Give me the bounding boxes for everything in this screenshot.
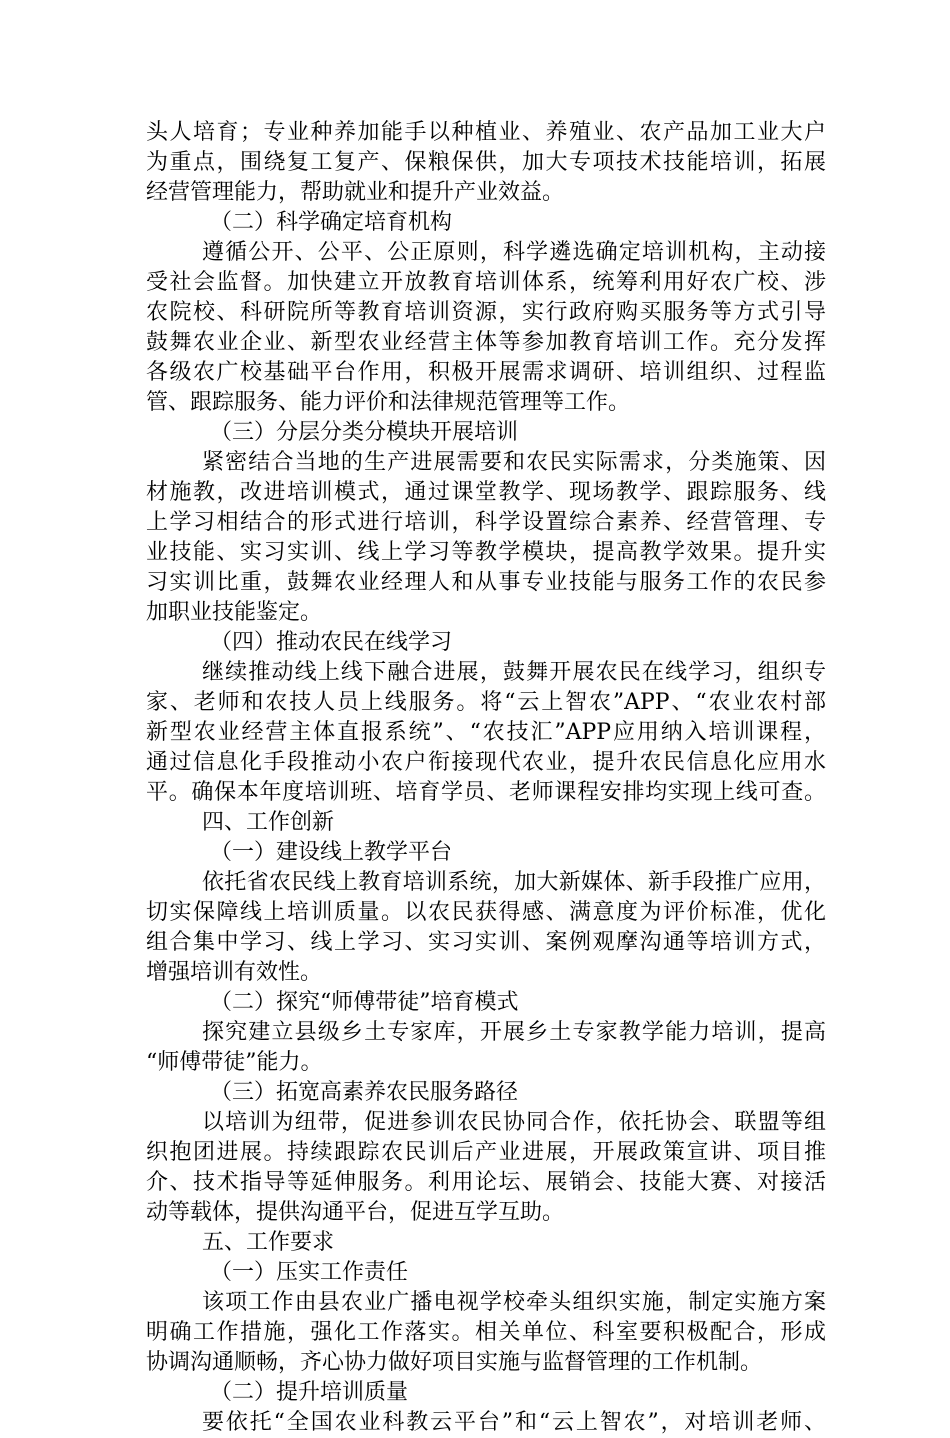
text-line: 受社会监督。加快建立开放教育培训体系，统筹利用好农广校、涉: [146, 270, 826, 295]
text-line: 织抱团进展。持续跟踪农民训后产业进展，开展政策宣讲、项目推: [146, 1140, 826, 1165]
text-line: 要依托“全国农业科教云平台”和“云上智农”，对培训老师、: [202, 1410, 826, 1435]
text-line: 业技能、实习实训、线上学习等教学模块，提高教学效果。提升实: [146, 540, 826, 565]
text-line: （一）建设线上教学平台: [210, 840, 453, 865]
text-line: （二）科学确定培育机构: [210, 210, 453, 235]
text-line: 经营管理能力，帮助就业和提升产业效益。: [146, 180, 565, 205]
text-line: （三）分层分类分模块开展培训: [210, 420, 519, 445]
text-line: 介、技术指导等延伸服务。利用论坛、展销会、技能大赛、对接活: [146, 1170, 826, 1195]
text-line: 家、老师和农技人员上线服务。将“云上智农”APP、“农业农村部: [146, 690, 826, 715]
document-page: [146, 118, 826, 1438]
text-line: （二）提升培训质量: [210, 1380, 409, 1405]
text-line: 新型农业经营主体直报系统”、“农技汇”APP应用纳入培训课程，: [146, 720, 826, 745]
text-line: 组合集中学习、线上学习、实习实训、案例观摩沟通等培训方式，: [146, 930, 826, 955]
text-line: 切实保障线上培训质量。以农民获得感、满意度为评价标准，优化: [146, 900, 826, 925]
text-line: 紧密结合当地的生产进展需要和农民实际需求，分类施策、因: [202, 450, 826, 475]
text-line: 鼓舞农业企业、新型农业经营主体等参加教育培训工作。充分发挥: [146, 330, 826, 355]
text-line: （一）压实工作责任: [210, 1260, 409, 1285]
text-line: 该项工作由县农业广播电视学校牵头组织实施，制定实施方案: [202, 1290, 826, 1315]
text-line: 平。确保本年度培训班、培育学员、老师课程安排均实现上线可查。: [146, 780, 826, 805]
text-line: 五、工作要求: [202, 1230, 335, 1255]
text-line: 动等载体，提供沟通平台，促进互学互助。: [146, 1200, 565, 1225]
text-line: （四）推动农民在线学习: [210, 630, 453, 655]
text-line: 四、工作创新: [202, 810, 335, 835]
text-line: 增强培训有效性。: [146, 960, 323, 985]
text-line: 继续推动线上线下融合进展，鼓舞开展农民在线学习，组织专: [202, 660, 826, 685]
text-line: 头人培育；专业种养加能手以种植业、养殖业、农产品加工业大户: [146, 120, 826, 145]
text-line: 加职业技能鉴定。: [146, 600, 323, 625]
text-line: 通过信息化手段推动小农户衔接现代农业，提升农民信息化应用水: [146, 750, 826, 775]
text-line: 遵循公开、公平、公正原则，科学遴选确定培训机构，主动接: [202, 240, 826, 265]
text-line: “师傅带徒”能力。: [146, 1050, 323, 1075]
text-line: 依托省农民线上教育培训系统，加大新媒体、新手段推广应用，: [202, 870, 826, 895]
text-line: （三）拓宽高素养农民服务路径: [210, 1080, 519, 1105]
text-line: 探究建立县级乡土专家库，开展乡土专家教学能力培训，提高: [202, 1020, 826, 1045]
text-line: 明确工作措施，强化工作落实。相关单位、科室要积极配合，形成: [146, 1320, 826, 1345]
text-line: 习实训比重，鼓舞农业经理人和从事专业技能与服务工作的农民参: [146, 570, 826, 595]
text-line: 协调沟通顺畅，齐心协力做好项目实施与监督管理的工作机制。: [146, 1350, 763, 1375]
text-line: 管、跟踪服务、能力评价和法律规范管理等工作。: [146, 390, 631, 415]
text-line: 农院校、科研院所等教育培训资源，实行政府购买服务等方式引导: [146, 300, 826, 325]
text-line: 以培训为纽带，促进参训农民协同合作，依托协会、联盟等组: [202, 1110, 826, 1135]
text-line: （二）探究“师傅带徒”培育模式: [210, 990, 519, 1015]
text-line: 为重点，围绕复工复产、保粮保供，加大专项技术技能培训，拓展: [146, 150, 826, 175]
text-line: 材施教，改进培训模式，通过课堂教学、现场教学、跟踪服务、线: [146, 480, 826, 505]
text-line: 各级农广校基础平台作用，积极开展需求调研、培训组织、过程监: [146, 360, 826, 385]
text-line: 上学习相结合的形式进行培训，科学设置综合素养、经营管理、专: [146, 510, 826, 535]
